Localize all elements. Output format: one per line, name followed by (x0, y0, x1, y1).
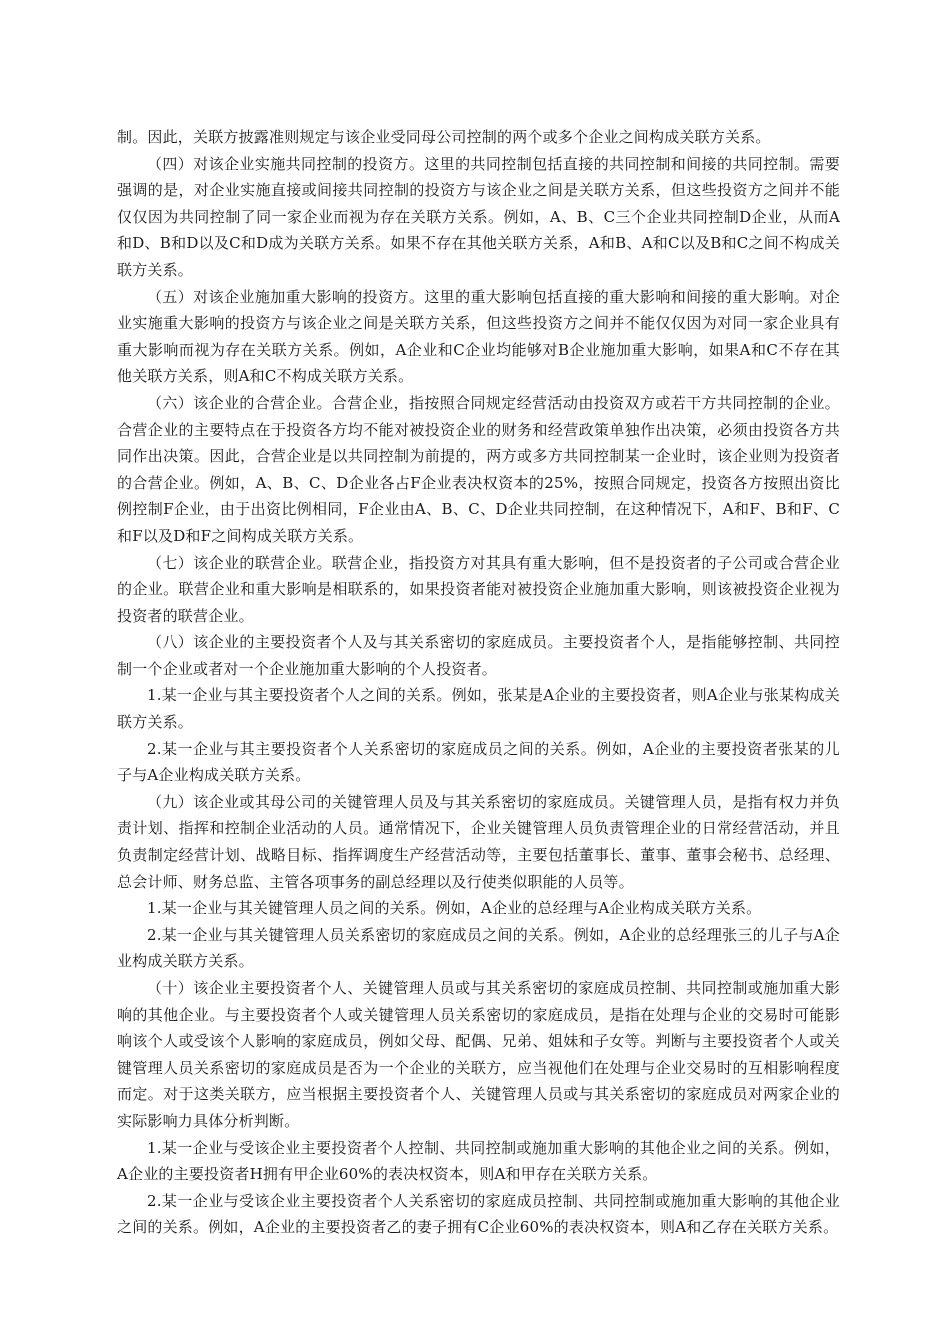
paragraph-item-8-principal-investor: （八）该企业的主要投资者个人及与其关系密切的家庭成员。主要投资者个人，是指能够控制、共同控制一个企业或者对一个企业施加重大影响的个人投资者。 (117, 633, 840, 678)
paragraph-item-4-joint-control: （四）对该企业实施共同控制的投资方。这里的共同控制包括直接的共同控制和间接的共同控制。需要强调的是，对企业实施直接或间接共同控制的投资方与该企业之间是关联方关系，但这些投资方之间并不能仅仅因为共同控制了同一家企业而视为存在关联方关系。例如，A、B、C三个企业共同控制D企业，从而A和D、B和D以及C和D成为关联方关系。如果不存在其他关联方关系，A和B、A和C以及B和C之间不构成关联方关系。 (117, 154, 840, 279)
paragraph-item-10-sub-1: 1.某一企业与受该企业主要投资者个人控制、共同控制或施加重大影响的其他企业之间的关系。例如，A企业的主要投资者H拥有甲企业60%的表决权资本，则A和甲存在关联方关系。 (117, 1138, 840, 1184)
paragraph-item-7-associate: （七）该企业的联营企业。联营企业，指投资方对其具有重大影响，但不是投资者的子公司或合营企业的企业。联营企业和重大影响是相联系的，如果投资者能对被投资企业施加重大影响，则该被投资企业视为投资者的联营企业。 (117, 553, 840, 625)
paragraph-item-5-significant-influence: （五）对该企业施加重大影响的投资方。这里的重大影响包括直接的重大影响和间接的重大影响。对企业实施重大影响的投资方与该企业之间是关联方关系，但这些投资方之间并不能仅仅因为对同一家企业具有重大影响而视为存在关联方关系。例如，A企业和C企业均能够对B企业施加重大影响，如果A和C不存在其他关联方关系，则A和C不构成关联方关系。 (117, 287, 840, 386)
paragraph-item-8-sub-2: 2.某一企业与其主要投资者个人关系密切的家庭成员之间的关系。例如，A企业的主要投资者张某的儿子与A企业构成关联方关系。 (117, 739, 840, 785)
paragraph-item-9-sub-2: 2.某一企业与其关键管理人员关系密切的家庭成员之间的关系。例如，A企业的总经理张三的儿子与A企业构成关联方关系。 (117, 925, 840, 971)
document-body (117, 124, 840, 1241)
paragraph-item-10-other-enterprises: （十）该企业主要投资者个人、关键管理人员或与其关系密切的家庭成员控制、共同控制或施加重大影响的其他企业。与主要投资者个人或关键管理人员关系密切的家庭成员，是指在处理与企业的交易时可能影响该个人或受该个人影响的家庭成员，例如父母、配偶、兄弟、姐妹和子女等。判断与主要投资者个人或关键管理人员关系密切的家庭成员是否为一个企业的关联方，应当视他们在处理与企业交易时的互相影响程度而定。对于这类关联方，应当根据主要投资者个人、关键管理人员或与其关系密切的家庭成员对两家企业的实际影响力具体分析判断。 (117, 979, 840, 1130)
paragraph-item-10-sub-2: 2.某一企业与受该企业主要投资者个人关系密切的家庭成员控制、共同控制或施加重大影响的其他企业之间的关系。例如，A企业的主要投资者乙的妻子拥有C企业60%的表决权资本，则A和乙存在关联方关系。 (117, 1191, 840, 1237)
paragraph-item-8-sub-1: 1.某一企业与其主要投资者个人之间的关系。例如，张某是A企业的主要投资者，则A企业与张某构成关联方关系。 (117, 686, 840, 732)
paragraph-item-6-joint-venture: （六）该企业的合营企业。合营企业，指按照合同规定经营活动由投资双方或若干方共同控制的企业。合营企业的主要特点在于投资各方均不能对被投资企业的财务和经营政策单独作出决策，必须由投资各方共同作出决策。因此，合营企业是以共同控制为前提的，两方或多方共同控制某一企业时，该企业则为投资者的合营企业。例如，A、B、C、D企业各占F企业表决权资本的25%，按照合同规定，投资各方按照出资比例控制F企业，由于出资比例相同，F企业由A、B、C、D企业共同控制，在这种情况下，A和F、B和F、C和F以及D和F之间构成关联方关系。 (117, 393, 840, 545)
paragraph-continuation: 制。因此，关联方披露准则规定与该企业受同母公司控制的两个或多个企业之间构成关联方关系。 (117, 128, 771, 146)
paragraph-item-9-key-management: （九）该企业或其母公司的关键管理人员及与其关系密切的家庭成员。关键管理人员，是指有权力并负责计划、指挥和控制企业活动的人员。通常情况下，企业关键管理人员负责管理企业的日常经营活动，并且负责制定经营计划、战略目标、指挥调度生产经营活动等，主要包括董事长、董事、董事会秘书、总经理、总会计师、财务总监、主管各项事务的副总经理以及行使类似职能的人员等。 (117, 792, 840, 891)
paragraph-item-9-sub-1: 1.某一企业与其关键管理人员之间的关系。例如，A企业的总经理与A企业构成关联方关系。 (147, 899, 762, 918)
